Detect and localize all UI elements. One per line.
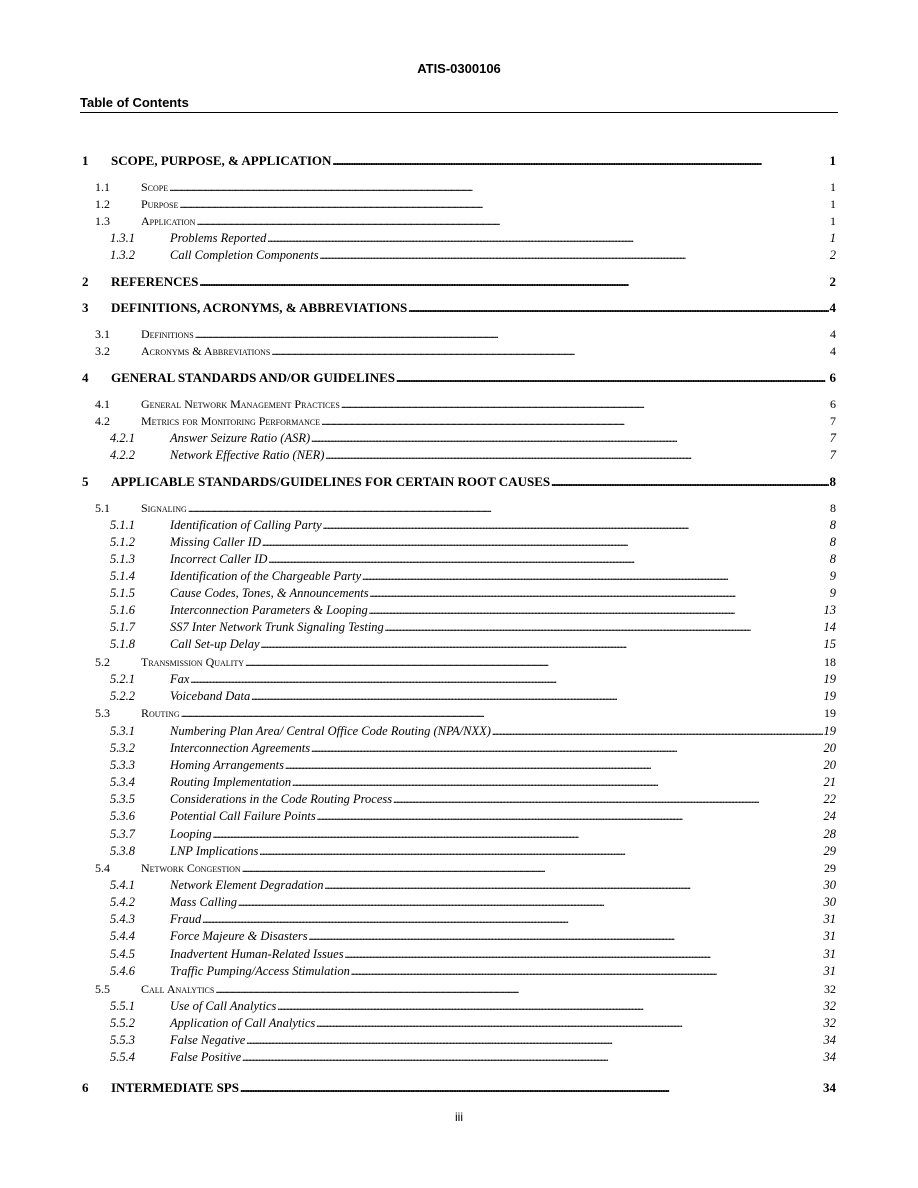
toc-entry-title: Force Majeure & Disasters: [170, 929, 308, 943]
toc-entry-title: Numbering Plan Area/ Central Office Code Routing (NPA/NXX): [170, 724, 491, 738]
toc-entry-number: 4.2.2: [110, 448, 135, 462]
dot-leader: [362, 569, 829, 584]
dot-leader: [259, 844, 822, 859]
toc-entry[interactable]: [82, 999, 836, 1014]
dot-leader: [492, 724, 823, 739]
dot-leader: [245, 655, 823, 670]
toc-entry-page: 32: [823, 999, 836, 1013]
dot-leader: [332, 153, 828, 169]
dot-leader: [262, 535, 829, 550]
toc-entry[interactable]: [82, 431, 836, 446]
dot-leader: [385, 620, 823, 635]
toc-entry[interactable]: [82, 861, 836, 876]
toc-entry-number: 5.3.5: [110, 792, 135, 806]
toc-entry-page: 13: [823, 603, 836, 617]
toc-entry-title: Definitions: [141, 327, 194, 341]
toc-entry-number: 5.3.1: [110, 724, 135, 738]
toc-entry-title: Routing Implementation: [170, 775, 292, 789]
toc-entry-number: 5.5.1: [110, 999, 135, 1013]
toc-entry-title: General Network Management Practices: [141, 397, 340, 411]
toc-entry[interactable]: [82, 878, 836, 893]
toc-entry-title: APPLICABLE STANDARDS/GUIDELINES FOR CERTAIN ROOT CAUSES: [111, 474, 551, 489]
toc-entry-number: 5.1.1: [110, 518, 135, 532]
toc-entry-page: 4: [830, 327, 836, 341]
toc-entry[interactable]: [82, 518, 836, 533]
dot-leader: [369, 603, 823, 618]
dot-leader: [268, 552, 828, 567]
dot-leader: [277, 999, 822, 1014]
toc-entry[interactable]: [82, 792, 836, 807]
toc-entry-page: 7: [830, 414, 836, 428]
toc-entry-page: 14: [823, 620, 836, 634]
toc-entry-title: Routing: [141, 706, 180, 720]
toc-entry-title: DEFINITIONS, ACRONYMS, & ABBREVIATIONS: [111, 300, 408, 315]
toc-entry[interactable]: [82, 672, 836, 687]
toc-entry-page: 19: [823, 672, 836, 686]
toc-entry-number: 5.4.3: [110, 912, 135, 926]
toc-entry-title: Problems Reported: [170, 231, 267, 245]
toc-entry-title: Signaling: [141, 501, 187, 515]
toc-entry-title: Network Congestion: [141, 861, 241, 875]
toc-entry-page: 7: [829, 431, 836, 445]
dot-leader: [285, 758, 822, 773]
dot-leader: [551, 474, 828, 490]
toc-entry[interactable]: [82, 809, 836, 824]
toc-entry-title: Acronyms & Abbreviations: [141, 344, 271, 358]
dot-leader: [320, 248, 829, 263]
toc-entry-page: 8: [830, 501, 836, 515]
toc-entry[interactable]: [82, 895, 836, 910]
toc-entry-title: Inadvertent Human-Related Issues: [170, 947, 344, 961]
toc-entry-number: 1: [82, 153, 89, 168]
toc-entry-page: 9: [829, 586, 836, 600]
dot-leader: [251, 689, 822, 704]
toc-entry-number: 5.4: [95, 861, 110, 875]
toc-entry-number: 5.1.8: [110, 637, 135, 651]
dot-leader: [325, 448, 828, 463]
toc-entry-title: Identification of Calling Party: [170, 518, 322, 532]
toc-entry-page: 1: [830, 197, 836, 211]
toc-entry-number: 1.2: [95, 197, 110, 211]
toc-entry-page: 34: [823, 1050, 836, 1064]
toc-entry-page: 1: [829, 153, 836, 168]
toc-entry-title: SS7 Inter Network Trunk Signaling Testing: [170, 620, 384, 634]
toc-entry-number: 5: [82, 474, 89, 489]
toc-entry-page: 6: [829, 370, 836, 385]
toc-entry-number: 4.1: [95, 397, 110, 411]
toc-entry-page: 30: [823, 878, 836, 892]
dot-leader: [345, 947, 823, 962]
dot-leader: [351, 964, 823, 979]
toc-entry[interactable]: [82, 248, 836, 263]
toc-entry[interactable]: [82, 586, 836, 601]
dot-leader: [261, 637, 823, 652]
toc-entry-page: 29: [824, 861, 836, 875]
dot-leader: [309, 929, 823, 944]
toc-entry-title: Call Set-up Delay: [170, 637, 260, 651]
toc-entry-title: Incorrect Caller ID: [170, 552, 268, 566]
toc-entry[interactable]: [82, 214, 836, 229]
toc-entry-page: 22: [823, 792, 836, 806]
toc-entry-page: 19: [823, 689, 836, 703]
toc-entry[interactable]: [82, 448, 836, 463]
toc-entry-number: 5.4.6: [110, 964, 135, 978]
toc-entry-title: GENERAL STANDARDS AND/OR GUIDELINES: [111, 370, 396, 385]
toc-entry-number: 5.1.3: [110, 552, 135, 566]
toc-entry-title: Voiceband Data: [170, 689, 251, 703]
toc-entry-number: 5.1: [95, 501, 110, 515]
toc-entry-number: 5.4.4: [110, 929, 135, 943]
toc-entry-title: Fraud: [170, 912, 202, 926]
toc-entry[interactable]: [82, 929, 836, 944]
toc-entry[interactable]: [82, 689, 836, 704]
toc-entry-page: 4: [830, 344, 836, 358]
dot-leader: [246, 1033, 822, 1048]
dot-leader: [202, 912, 822, 927]
toc-entry-number: 5.2: [95, 655, 110, 669]
toc-entry[interactable]: [82, 844, 836, 859]
toc-entry-page: 8: [829, 552, 836, 566]
dot-leader: [190, 672, 822, 687]
toc-entry[interactable]: [82, 327, 836, 342]
toc-entry[interactable]: [82, 1050, 836, 1065]
toc-entry-title: Fax: [170, 672, 190, 686]
dot-leader: [370, 586, 829, 601]
toc-entry-title: False Negative: [170, 1033, 246, 1047]
dot-leader: [311, 431, 829, 446]
dot-leader: [408, 300, 828, 316]
toc-entry-page: 32: [824, 982, 836, 996]
toc-entry-number: 5.3.3: [110, 758, 135, 772]
toc-entry-page: 34: [823, 1080, 836, 1095]
toc-entry-title: REFERENCES: [111, 274, 199, 289]
toc-entry-number: 2: [82, 274, 89, 289]
dot-leader: [195, 327, 829, 342]
toc-entry-number: 5.4.2: [110, 895, 135, 909]
toc-entry[interactable]: [82, 1080, 836, 1096]
toc-entry-page: 29: [823, 844, 836, 858]
toc-entry-title: Metrics for Monitoring Performance: [141, 414, 321, 428]
toc-entry-page: 15: [823, 637, 836, 651]
dot-leader: [292, 775, 822, 790]
page-number: iii: [455, 1110, 463, 1124]
toc-entry[interactable]: [82, 982, 836, 997]
toc-entry-title: Traffic Pumping/Access Stimulation: [170, 964, 350, 978]
toc-entry-number: 5.2.2: [110, 689, 135, 703]
toc-entry-number: 3: [82, 300, 89, 315]
dot-leader: [317, 809, 823, 824]
dot-leader: [311, 741, 822, 756]
toc-entry[interactable]: [82, 474, 836, 490]
toc-entry-page: 1: [830, 180, 836, 194]
toc-entry[interactable]: [82, 947, 836, 962]
toc-entry-title: Potential Call Failure Points: [170, 809, 316, 823]
toc-entry-title: Transmission Quality: [141, 655, 244, 669]
dot-leader: [267, 231, 828, 246]
toc-entry-number: 5.3.8: [110, 844, 135, 858]
toc-entry-title: Mass Calling: [170, 895, 238, 909]
toc-entry[interactable]: [82, 397, 836, 412]
toc-entry-title: Call Completion Components: [170, 248, 319, 262]
dot-leader: [321, 414, 829, 429]
toc-entry[interactable]: [82, 741, 836, 756]
toc-entry-page: 19: [824, 706, 836, 720]
toc-entry-title: Missing Caller ID: [170, 535, 261, 549]
toc-entry-title: LNP Implications: [170, 844, 259, 858]
toc-entry-page: 8: [829, 518, 836, 532]
toc-entry-number: 5.3.6: [110, 809, 135, 823]
toc-entry[interactable]: [82, 724, 836, 739]
dot-leader: [242, 1050, 822, 1065]
toc-entry-number: 5.1.6: [110, 603, 135, 617]
dot-leader: [396, 370, 828, 386]
toc-entry-number: 5.5.4: [110, 1050, 135, 1064]
toc-entry[interactable]: [82, 300, 836, 316]
toc-entry-page: 6: [830, 397, 836, 411]
toc-entry-title: Network Effective Ratio (NER): [170, 448, 325, 462]
toc-entry-page: 20: [823, 758, 836, 772]
dot-leader: [323, 518, 829, 533]
toc-entry[interactable]: [82, 231, 836, 246]
toc-entry-page: 24: [823, 809, 836, 823]
toc-entry-title: Scope: [141, 180, 169, 194]
toc-entry[interactable]: [82, 569, 836, 584]
toc-entry[interactable]: [82, 706, 836, 721]
toc-entry-number: 5.5.2: [110, 1016, 135, 1030]
toc-entry[interactable]: [82, 180, 836, 195]
toc-entry-page: 28: [823, 827, 836, 841]
toc-entry-number: 4.2: [95, 414, 110, 428]
toc-entry-title: Purpose: [141, 197, 179, 211]
toc-entry-title: Homing Arrangements: [170, 758, 285, 772]
toc-entry-title: Application of Call Analytics: [170, 1016, 316, 1030]
toc-entry[interactable]: [82, 370, 836, 386]
toc-entry-page: 31: [823, 929, 836, 943]
toc-entry-title: Considerations in the Code Routing Process: [170, 792, 393, 806]
toc-entry-page: 2: [829, 274, 836, 289]
toc-entry-page: 1: [829, 231, 836, 245]
toc-entry[interactable]: [82, 637, 836, 652]
toc-entry[interactable]: [82, 1016, 836, 1031]
dot-leader: [238, 895, 822, 910]
dot-leader: [213, 827, 823, 842]
dot-leader: [215, 982, 823, 997]
toc-entry-number: 5.3.4: [110, 775, 135, 789]
toc-entry-number: 6: [82, 1080, 89, 1095]
dot-leader: [181, 706, 823, 721]
toc-entry-page: 31: [823, 947, 836, 961]
toc-entry-page: 34: [823, 1033, 836, 1047]
toc-entry[interactable]: [82, 197, 836, 212]
dot-leader: [324, 878, 822, 893]
toc-entry-page: 32: [823, 1016, 836, 1030]
toc-entry[interactable]: [82, 964, 836, 979]
toc-entry-number: 5.2.1: [110, 672, 135, 686]
toc-entry-title: Use of Call Analytics: [170, 999, 277, 1013]
toc-entry-title: Looping: [170, 827, 212, 841]
dot-leader: [169, 180, 829, 195]
toc-entry[interactable]: [82, 1033, 836, 1048]
dot-leader: [196, 214, 829, 229]
toc-entry[interactable]: [82, 758, 836, 773]
dot-leader: [271, 344, 829, 359]
toc-entry-number: 1.3.2: [110, 248, 135, 262]
toc-entry[interactable]: [82, 274, 836, 290]
toc-entry-title: Network Element Degradation: [170, 878, 324, 892]
toc-entry-page: 19: [823, 724, 836, 738]
toc-entry-number: 3.2: [95, 344, 110, 358]
toc-entry[interactable]: [82, 775, 836, 790]
toc-entry-number: 5.1.2: [110, 535, 135, 549]
toc-entry-number: 5.4.5: [110, 947, 135, 961]
toc-entry-title: Answer Seizure Ratio (ASR): [170, 431, 311, 445]
toc-entry[interactable]: [82, 603, 836, 618]
toc-entry-page: 2: [829, 248, 836, 262]
toc-entry[interactable]: [82, 620, 836, 635]
dot-leader: [179, 197, 829, 212]
toc-entry-number: 4.2.1: [110, 431, 135, 445]
toc-entry-number: 5.1.4: [110, 569, 135, 583]
toc-entry-number: 5.5.3: [110, 1033, 135, 1047]
toc-entry-page: 30: [823, 895, 836, 909]
toc-entry-page: 7: [829, 448, 836, 462]
dot-leader: [316, 1016, 822, 1031]
toc-entry-number: 1.1: [95, 180, 110, 194]
dot-leader: [341, 397, 829, 412]
toc-entry-page: 4: [829, 300, 836, 315]
toc-entry-number: 4: [82, 370, 89, 385]
toc-entry-page: 31: [823, 912, 836, 926]
toc-heading: Table of Contents: [80, 95, 189, 110]
toc-entry-title: Cause Codes, Tones, & Announcements: [170, 586, 369, 600]
toc-entry[interactable]: [82, 912, 836, 927]
toc-entry[interactable]: [82, 153, 836, 169]
toc-entry[interactable]: [82, 552, 836, 567]
toc-entry-number: 5.1.5: [110, 586, 135, 600]
toc-entry-number: 5.3: [95, 706, 110, 720]
toc-entry-title: Interconnection Parameters & Looping: [170, 603, 368, 617]
toc-entry-title: Identification of the Chargeable Party: [170, 569, 362, 583]
toc-entry-page: 8: [829, 535, 836, 549]
toc-entry-number: 1.3: [95, 214, 110, 228]
toc-entry-page: 20: [823, 741, 836, 755]
toc-entry-number: 5.1.7: [110, 620, 135, 634]
toc-entry-page: 21: [823, 775, 836, 789]
toc-entry-number: 5.5: [95, 982, 110, 996]
toc-entry-title: Interconnection Agreements: [170, 741, 311, 755]
dot-leader: [240, 1080, 822, 1096]
toc-entry[interactable]: [82, 344, 836, 359]
toc-entry[interactable]: [82, 414, 836, 429]
toc-entry-number: 5.3.7: [110, 827, 135, 841]
toc-entry-page: 1: [830, 214, 836, 228]
toc-entry-title: False Positive: [170, 1050, 242, 1064]
dot-leader: [393, 792, 822, 807]
toc-entry-number: 5.4.1: [110, 878, 135, 892]
toc-entry[interactable]: [82, 501, 836, 516]
toc-entry-title: INTERMEDIATE SPS: [111, 1080, 239, 1095]
dot-leader: [242, 861, 823, 876]
toc-entry-page: 18: [824, 655, 836, 669]
toc-entry-number: 5.3.2: [110, 741, 135, 755]
dot-leader: [199, 274, 828, 290]
toc-entry[interactable]: [82, 827, 836, 842]
toc-entry[interactable]: [82, 535, 836, 550]
toc-entry-page: 8: [829, 474, 836, 489]
dot-leader: [188, 501, 829, 516]
toc-entry-page: 31: [823, 964, 836, 978]
toc-entry-number: 1.3.1: [110, 231, 135, 245]
toc-entry-page: 9: [829, 569, 836, 583]
toc-entry-title: SCOPE, PURPOSE, & APPLICATION: [111, 153, 332, 168]
toc-entry-title: Application: [141, 214, 196, 228]
toc-entry[interactable]: [82, 655, 836, 670]
document-id-header: ATIS-0300106: [417, 61, 501, 76]
toc-entry-number: 3.1: [95, 327, 110, 341]
toc-entry-title: Call Analytics: [141, 982, 215, 996]
